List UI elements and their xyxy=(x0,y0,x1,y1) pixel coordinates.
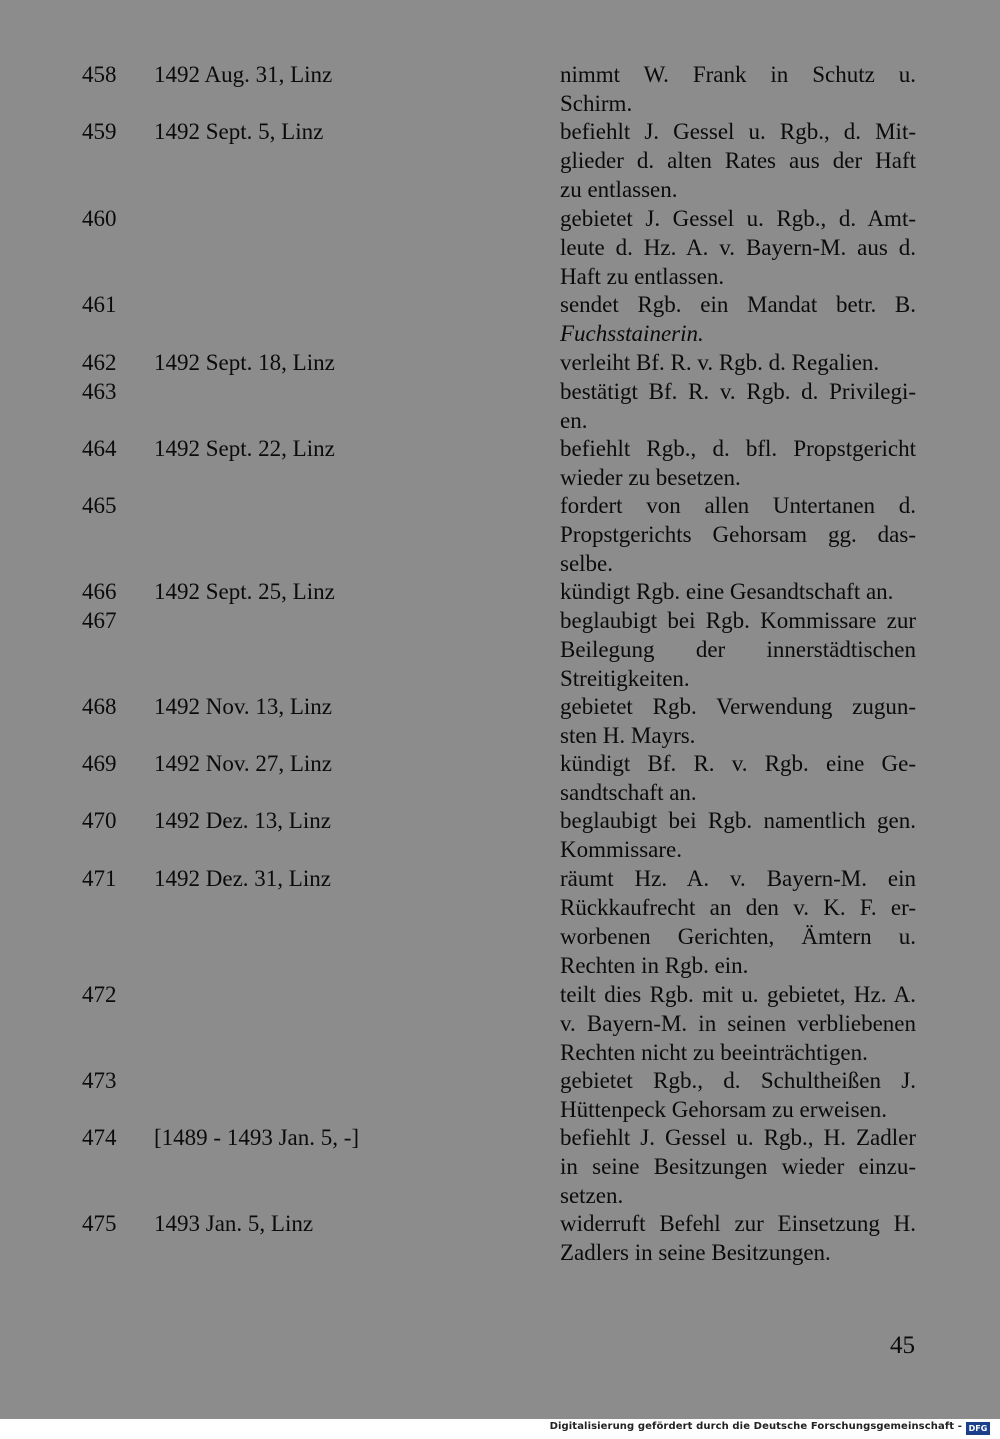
description-line: verleiht Bf. R. v. Rgb. d. Regalien. xyxy=(560,350,880,375)
description-line: Hüttenpeck Gehorsam zu erweisen. xyxy=(560,1097,887,1122)
description-line: sendet Rgb. ein Mandat betr. B. xyxy=(560,292,916,317)
description-line: Rechten in Rgb. ein. xyxy=(560,953,749,978)
entry-description xyxy=(560,117,916,204)
entry-number: 458 xyxy=(82,62,117,87)
entry-description xyxy=(560,692,916,750)
entry-number: 467 xyxy=(82,608,117,633)
entry-date: 1492 Dez. 31, Linz xyxy=(154,866,331,891)
entry-number: 462 xyxy=(82,350,117,375)
entry-number: 472 xyxy=(82,982,117,1007)
entry-description xyxy=(560,204,916,291)
description-line: befiehlt J. Gessel u. Rgb., d. Mit- xyxy=(560,119,916,144)
entry-description xyxy=(560,1066,916,1124)
description-line: räumt Hz. A. v. Bayern-M. ein xyxy=(560,866,916,891)
description-line: Haft zu entlassen. xyxy=(560,264,725,289)
description-line: selbe. xyxy=(560,551,614,576)
digitization-footer xyxy=(0,1419,1000,1439)
description-line: beglaubigt bei Rgb. namentlich gen. xyxy=(560,808,916,833)
entry-date: 1492 Sept. 22, Linz xyxy=(154,436,335,461)
entry-description xyxy=(560,434,916,492)
entry-number: 459 xyxy=(82,119,117,144)
description-line: v. Bayern-M. in seinen verbliebenen xyxy=(560,1011,916,1036)
entry-date: 1492 Sept. 18, Linz xyxy=(154,350,335,375)
entry-description xyxy=(560,864,916,980)
description-line: sandtschaft an. xyxy=(560,780,697,805)
entry-number: 465 xyxy=(82,493,117,518)
description-line: gebietet J. Gessel u. Rgb., d. Amt- xyxy=(560,206,916,231)
description-line: Zadlers in seine Besitzungen. xyxy=(560,1240,831,1265)
description-line: in seine Besitzungen wieder einzu- xyxy=(560,1154,916,1179)
description-line: befiehlt J. Gessel u. Rgb., H. Zadler xyxy=(560,1125,916,1150)
entry-number: 468 xyxy=(82,694,117,719)
entry-number: 463 xyxy=(82,379,117,404)
entry-number: 473 xyxy=(82,1068,117,1093)
entry-number: 461 xyxy=(82,292,117,317)
entry-number: 475 xyxy=(82,1211,117,1236)
entry-date: 1492 Nov. 27, Linz xyxy=(154,751,333,776)
description-line: beglaubigt bei Rgb. Kommissare zur xyxy=(560,608,916,633)
page-number: 45 xyxy=(890,1332,915,1359)
entry-number: 469 xyxy=(82,751,117,776)
description-line: Fuchsstainerin. xyxy=(560,321,704,346)
description-line: Streitigkeiten. xyxy=(560,666,690,691)
entry-date: 1492 Dez. 13, Linz xyxy=(154,808,331,833)
description-line: Rückkaufrecht an den v. K. F. er- xyxy=(560,895,916,920)
description-line: kündigt Bf. R. v. Rgb. eine Ge- xyxy=(560,751,916,776)
entry-number: 474 xyxy=(82,1125,117,1150)
entry-description xyxy=(560,577,916,606)
description-line: befiehlt Rgb., d. bfl. Propstgericht xyxy=(560,436,916,461)
entry-date: [1489 - 1493 Jan. 5, -] xyxy=(154,1125,360,1150)
entry-number: 464 xyxy=(82,436,117,461)
description-line: worbenen Gerichten, Ämtern u. xyxy=(560,924,916,949)
dfg-logo: DFG xyxy=(966,1422,990,1435)
entry-number: 466 xyxy=(82,579,117,604)
entry-description xyxy=(560,377,916,435)
description-line: wieder zu besetzen. xyxy=(560,465,741,490)
description-line: Beilegung der innerstädtischen xyxy=(560,637,916,662)
description-line: Schirm. xyxy=(560,91,633,116)
description-line: Propstgerichts Gehorsam gg. das- xyxy=(560,522,916,547)
entry-number: 460 xyxy=(82,206,117,231)
description-line: setzen. xyxy=(560,1183,624,1208)
description-line: en. xyxy=(560,408,588,433)
description-line: sten H. Mayrs. xyxy=(560,723,696,748)
entry-description xyxy=(560,1209,916,1267)
entry-number: 471 xyxy=(82,866,117,891)
entry-description xyxy=(560,60,916,118)
entry-number: 470 xyxy=(82,808,117,833)
entry-description xyxy=(560,980,916,1067)
description-line: gebietet Rgb. Verwendung zugun- xyxy=(560,694,916,719)
description-line: glieder d. alten Rates aus der Haft xyxy=(560,148,916,173)
description-line: Rechten nicht zu beeinträchtigen. xyxy=(560,1040,868,1065)
entry-description xyxy=(560,348,916,377)
description-line: gebietet Rgb., d. Schultheißen J. xyxy=(560,1068,916,1093)
description-line: leute d. Hz. A. v. Bayern-M. aus d. xyxy=(560,235,916,260)
description-line: widerruft Befehl zur Einsetzung H. xyxy=(560,1211,916,1236)
entry-description xyxy=(560,806,916,864)
description-line: fordert von allen Untertanen d. xyxy=(560,493,916,518)
description-line: kündigt Rgb. eine Gesandtschaft an. xyxy=(560,579,894,604)
entry-date: 1492 Nov. 13, Linz xyxy=(154,694,333,719)
description-line: teilt dies Rgb. mit u. gebietet, Hz. A. xyxy=(560,982,916,1007)
entry-description xyxy=(560,290,916,348)
description-line: bestätigt Bf. R. v. Rgb. d. Privilegi- xyxy=(560,379,916,404)
description-line: nimmt W. Frank in Schutz u. xyxy=(560,62,916,87)
entry-description xyxy=(560,1123,916,1210)
description-line: Kommissare. xyxy=(560,837,683,862)
entry-description xyxy=(560,606,916,693)
description-line: zu entlassen. xyxy=(560,177,678,202)
footer-credit: Digitalisierung gefördert durch die Deutsche Forschungsgemeinschaft - xyxy=(549,1421,962,1432)
entry-description xyxy=(560,749,916,807)
entry-date: 1493 Jan. 5, Linz xyxy=(154,1211,314,1236)
entry-date: 1492 Sept. 5, Linz xyxy=(154,119,324,144)
entry-date: 1492 Aug. 31, Linz xyxy=(154,62,333,87)
entry-description xyxy=(560,491,916,578)
entry-date: 1492 Sept. 25, Linz xyxy=(154,579,335,604)
